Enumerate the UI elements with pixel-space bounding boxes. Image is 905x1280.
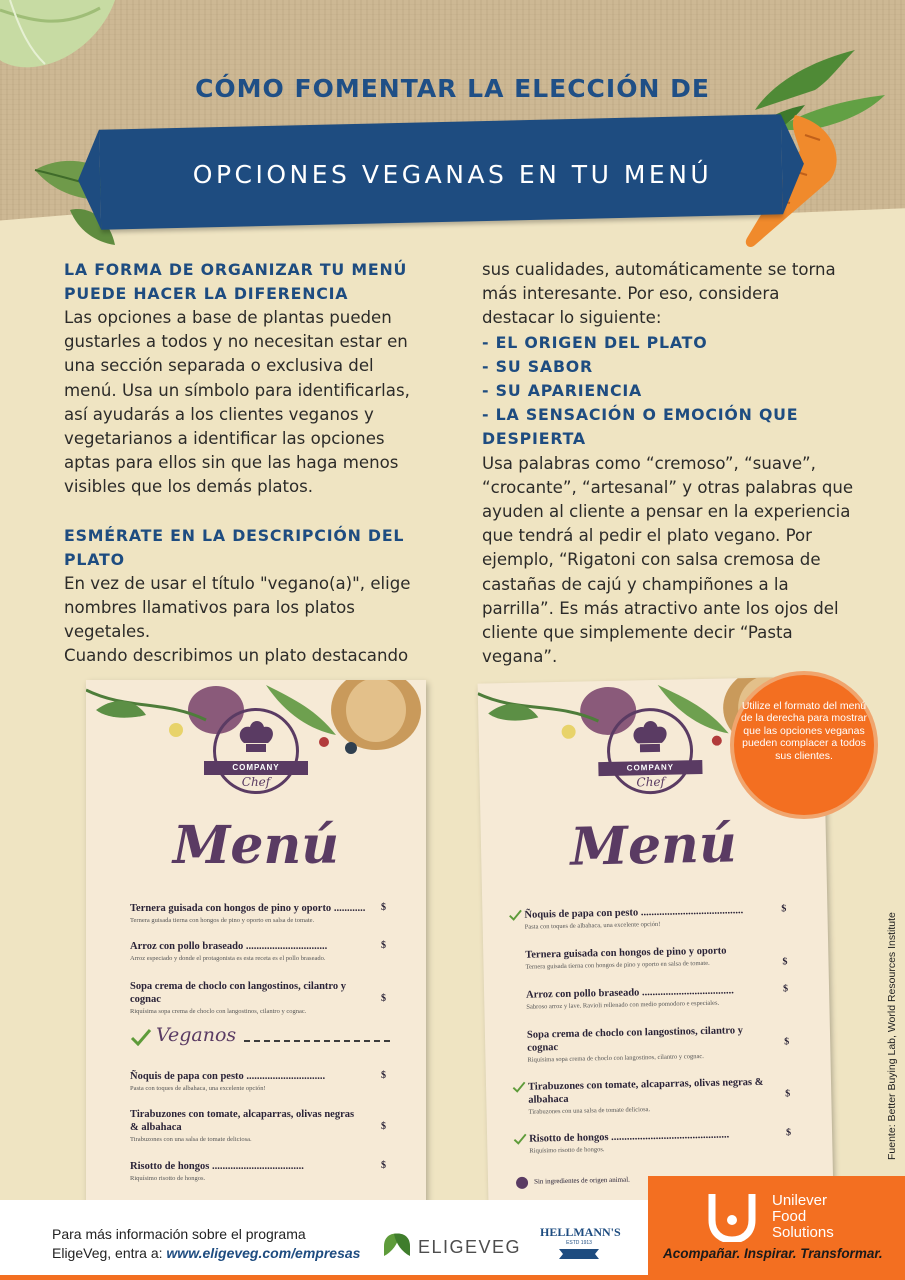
paragraph-organize-menu: Las opciones a base de plantas pueden gustarles a todos y no necesitan estar en una sección separada o exclusiva del menú. Usa un símbolo para identificarlas, así ayudarás a los clientes veganos y vegetarianos a identificar las opciones aptas para ellos sin que las haga menos visibles que los demás platos. xyxy=(64,308,410,497)
menu-item: Ñoquis de papa con pesto ....................................... Pasta con toques de albahaca, una excelente opción! $ xyxy=(524,903,787,931)
company-label: COMPANY xyxy=(598,760,702,776)
menu-item: Sopa crema de choclo con langostinos, cilantro y cognac Riquísima sopa crema de choclo con langostinos, cilantro y cognac. $ xyxy=(526,1025,790,1064)
company-chef-logo xyxy=(606,707,694,795)
chef-hat-icon xyxy=(236,717,276,757)
unilever-tagline: Acompañar. Inspirar. Transformar. xyxy=(663,1246,883,1261)
unilever-line3: Solutions xyxy=(772,1224,834,1241)
footer-info-line1: Para más información sobre el programa xyxy=(52,1226,306,1242)
bullet-appearance: - SU APARIENCIA xyxy=(482,381,643,401)
eligeveg-logo-text: ELIGEVEG xyxy=(418,1237,522,1257)
page-title-line2: OPCIONES VEGANAS EN TU MENÚ xyxy=(192,160,713,189)
left-text-column xyxy=(64,258,416,668)
heading-organize-menu: LA FORMA DE ORGANIZAR TU MENÚ PUEDE HACER LA DIFERENCIA xyxy=(64,260,408,303)
menu-item: Risotto de hongos ............................................. Riquísimo risotto de hongos. $ xyxy=(529,1127,792,1155)
vegan-leaf-icon xyxy=(512,1081,526,1093)
page-title-line1: CÓMO FOMENTAR LA ELECCIÓN DE xyxy=(195,74,710,103)
hellmanns-logo-sub: ESTD 1913 xyxy=(566,1240,592,1246)
menu-item: Arroz con pollo braseado ................................... Sabroso arroz y lave. Ravioli rellenado con medio pomodoro e especiales. $ xyxy=(526,983,789,1011)
menu-item: Arroz con pollo braseado ............................... Arroz especiado y donde el protagonista es esta receta es el pollo braseado. $ xyxy=(130,940,386,962)
paragraph-description: En vez de usar el título "vegano(a)", elige nombres llamativos para los platos vegetales. xyxy=(64,573,411,642)
chef-hat-icon xyxy=(629,717,670,758)
paragraph-words: Usa palabras como “cremoso”, “suave”, “crocante”, “artesanal” y otras palabras que ayuden al cliente a pensar en la experiencia que tendrá al pedir el plato vegano. Por ejemplo, “Rigatoni con salsa cremosa de castañas de cajú y champiñones a la parrilla”. Es más atractivo ante los ojos del cliente que simplemente decir “Pasta vegana”. xyxy=(482,453,854,667)
source-note: Fuente: Better Buying Lab, World Resources Institute xyxy=(886,912,898,1160)
heading-description: ESMÉRATE EN LA DESCRIPCIÓN DEL PLATO xyxy=(64,525,405,569)
vegan-leaf-icon xyxy=(130,1028,152,1046)
vegan-section-divider xyxy=(244,1040,390,1042)
footer-info xyxy=(52,1225,360,1263)
paragraph-qualities: sus cualidades, automáticamente se torna más interesante. Por eso, considera destacar lo siguiente: xyxy=(482,260,836,328)
vegan-legend-icon xyxy=(516,1177,528,1189)
vegan-leaf-icon xyxy=(508,909,522,921)
hellmanns-logo xyxy=(540,1225,621,1269)
hellmanns-logo-text: HELLMANN'S xyxy=(540,1225,621,1239)
bullet-emotion: - LA SENSACIÓN O EMOCIÓN QUE DESPIERTA xyxy=(482,405,799,449)
menu-item: Ñoquis de papa con pesto .............................. Pasta con toques de albahaca, una excelente opción! $ xyxy=(130,1070,386,1092)
menu-item: Tirabuzones con tomate, alcaparras, olivas negras & albahaca Tirabuzones con una salsa de tomate deliciosa. $ xyxy=(130,1109,386,1143)
paragraph-describing: Cuando describimos un plato destacando xyxy=(64,646,409,666)
chef-label: Chef xyxy=(241,775,271,789)
bullet-flavor: - SU SABOR xyxy=(482,356,593,376)
eligeveg-logo xyxy=(380,1230,525,1264)
vegan-leaf-icon xyxy=(513,1133,527,1145)
vegan-section-label: Veganos xyxy=(156,1024,237,1046)
menu-item: Sopa crema de choclo con langostinos, cilantro y cognac Riquísima sopa crema de choclo con langostinos, cilantro y cognac. $ xyxy=(130,981,386,1015)
chef-label: Chef xyxy=(636,774,666,790)
vegan-legend: Sin ingredientes de origen animal. xyxy=(533,1175,630,1186)
eligeveg-link[interactable]: www.eligeveg.com/empresas xyxy=(166,1245,361,1261)
bullet-origin: - EL ORIGEN DEL PLATO xyxy=(482,332,708,352)
menu-item: Ternera guisada con hongos de pino y oporto Ternera guisada tierna con hongos de pino y oporto en salsa de tomate. $ xyxy=(525,945,788,971)
callout-text: Utilize el formato del menú de la derecha para mostrar que las opciones veganas pueden complacer a todos sus clientes. xyxy=(740,700,868,762)
company-label: COMPANY xyxy=(204,761,308,775)
cabbage-leaf-illustration xyxy=(0,0,120,75)
unilever-line1: Unilever xyxy=(772,1192,828,1209)
right-text-column xyxy=(482,258,854,669)
ribbon-icon xyxy=(559,1249,599,1259)
menu-item: Tirabuzones con tomate, alcaparras, olivas negras & albahaca Tirabuzones con una salsa de tomate deliciosa. $ xyxy=(527,1076,791,1116)
menu-item: Risotto de hongos ................................... Riquísimo risotto de hongos. $ xyxy=(130,1160,386,1182)
menu-title-right: Menú xyxy=(569,813,738,878)
unilever-line2: Food xyxy=(772,1208,807,1225)
eligeveg-leaf-icon xyxy=(380,1230,414,1264)
footer-info-line2: EligeVeg, entra a: xyxy=(52,1245,163,1261)
menu-item: Ternera guisada con hongos de pino y oporto ............ Ternera guisada tierna con hongos de pino y oporto en salsa de tomate. $ xyxy=(130,902,386,924)
menu-title-left: Menú xyxy=(172,815,340,876)
unilever-u-icon xyxy=(706,1190,758,1242)
company-chef-logo xyxy=(213,708,299,794)
menu-card-left xyxy=(86,680,426,1210)
unilever-food-solutions-name xyxy=(772,1193,834,1241)
